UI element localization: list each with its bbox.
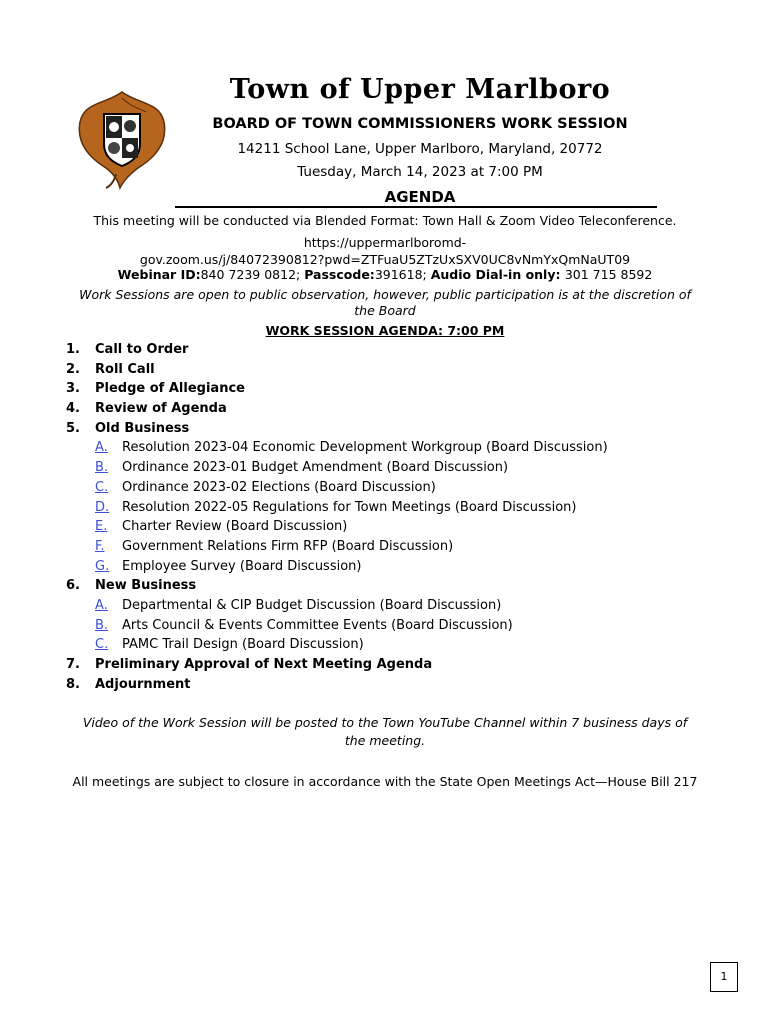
passcode-value: 391618; (374, 267, 431, 282)
item-label: Old Business (95, 420, 190, 436)
sub-item (66, 537, 726, 557)
passcode-label: Passcode: (304, 267, 375, 282)
sub-item-text: Ordinance 2023-02 Elections (Board Discussion) (122, 479, 436, 495)
sub-item-text: Resolution 2023-04 Economic Development Workgroup (Board Discussion) (122, 440, 608, 456)
sub-item-link[interactable]: B. (95, 460, 109, 476)
item-number: 5. (66, 420, 80, 436)
item-label: Call to Order (95, 342, 189, 357)
closure-notice: All meetings are subject to closure in accordance with the State Open Meetings Act—House Bill 217 (72, 774, 698, 789)
sub-item-text: PAMC Trail Design (Board Discussion) (122, 637, 364, 653)
agenda-item (66, 655, 726, 675)
webinar-info (60, 266, 710, 283)
item-number: 6. (66, 578, 80, 594)
meeting-address: 14211 School Lane, Upper Marlboro, Maryland, 20772 (237, 141, 603, 157)
zoom-link-line-1[interactable]: https://uppermarlboromd- (303, 235, 467, 250)
item-number: 4. (66, 401, 80, 417)
item-label: Roll Call (95, 361, 155, 377)
agenda-item (66, 576, 726, 596)
public-participation-note (60, 287, 710, 319)
sub-item (66, 557, 726, 577)
item-number: 8. (66, 676, 80, 692)
sub-item-link[interactable]: A. (95, 597, 108, 613)
sub-item (66, 517, 726, 537)
session-agenda-heading: WORK SESSION AGENDA: 7:00 PM (265, 323, 505, 338)
webinar-id-label: Webinar ID: (117, 267, 201, 282)
agenda-item (66, 360, 726, 380)
video-notice-line-2: the meeting. (344, 733, 426, 748)
sub-item-link[interactable]: B. (95, 617, 109, 633)
agenda-item (66, 399, 726, 419)
sub-item (66, 498, 726, 518)
webinar-id-value: 840 7239 0812; (200, 267, 305, 282)
dial-in-label: Audio Dial-in only: (430, 267, 565, 282)
sub-item-text: Departmental & CIP Budget Discussion (Board Discussion) (122, 597, 502, 613)
sub-item (66, 438, 726, 458)
sub-item (66, 635, 726, 655)
sub-item-link[interactable]: C. (95, 637, 109, 653)
sub-item-link[interactable]: G. (95, 558, 110, 574)
item-number: 3. (66, 381, 80, 397)
sub-item-text: Ordinance 2023-01 Budget Amendment (Board Discussion) (122, 460, 509, 476)
item-number: 1. (66, 342, 80, 357)
item-number: 7. (66, 657, 80, 672)
sub-item (66, 458, 726, 478)
item-label: Preliminary Approval of Next Meeting Agenda (95, 657, 433, 672)
agenda-heading: AGENDA (384, 188, 456, 206)
sub-item-link[interactable]: F. (95, 538, 105, 554)
zoom-link-line-2[interactable]: gov.zoom.us/j/84072390812?pwd=ZTFuaU5ZTzUxSXV0UC8vNmYxQmNaUT09 (139, 252, 631, 267)
public-note-line-2: the Board (354, 303, 416, 318)
item-label: New Business (95, 578, 197, 594)
agenda-item (66, 379, 726, 399)
meeting-format-text: This meeting will be conducted via Blended Format: Town Hall & Zoom Video Teleconference. (93, 213, 677, 228)
zoom-link[interactable] (60, 234, 710, 268)
item-label: Review of Agenda (95, 401, 227, 417)
sub-item-link[interactable]: D. (95, 499, 110, 515)
sub-item-text: Resolution 2022-05 Regulations for Town Meetings (Board Discussion) (122, 499, 577, 515)
sub-item (66, 596, 726, 616)
sub-item-text: Employee Survey (Board Discussion) (122, 558, 362, 574)
header-divider (175, 206, 657, 208)
town-title: Town of Upper Marlboro (229, 74, 611, 105)
video-notice (60, 714, 710, 750)
sub-item (66, 478, 726, 498)
item-label: Adjournment (95, 676, 191, 692)
meeting-date: Tuesday, March 14, 2023 at 7:00 PM (297, 164, 543, 180)
public-note-line-1: Work Sessions are open to public observation, however, public participation is at the discretion of (79, 287, 691, 302)
sub-item-link[interactable]: E. (95, 519, 108, 535)
sub-item-text: Government Relations Firm RFP (Board Discussion) (122, 538, 454, 554)
sub-item-text: Charter Review (Board Discussion) (122, 519, 348, 535)
agenda-item (66, 340, 726, 360)
agenda-list (66, 340, 726, 694)
item-number: 2. (66, 361, 80, 377)
item-label: Pledge of Allegiance (95, 381, 245, 397)
agenda-item (66, 675, 726, 695)
board-title: BOARD OF TOWN COMMISSIONERS WORK SESSION (212, 116, 628, 132)
video-notice-line-1: Video of the Work Session will be posted to the Town YouTube Channel within 7 business days of (82, 715, 688, 730)
page-number: 1 (710, 962, 738, 992)
town-seal-logo (76, 88, 168, 192)
sub-item-link[interactable]: C. (95, 479, 109, 495)
sub-item-text: Arts Council & Events Committee Events (Board Discussion) (122, 617, 513, 633)
dial-in-value: 301 715 8592 (564, 267, 653, 282)
agenda-item (66, 419, 726, 439)
sub-item (66, 616, 726, 636)
sub-item-link[interactable]: A. (95, 440, 108, 456)
